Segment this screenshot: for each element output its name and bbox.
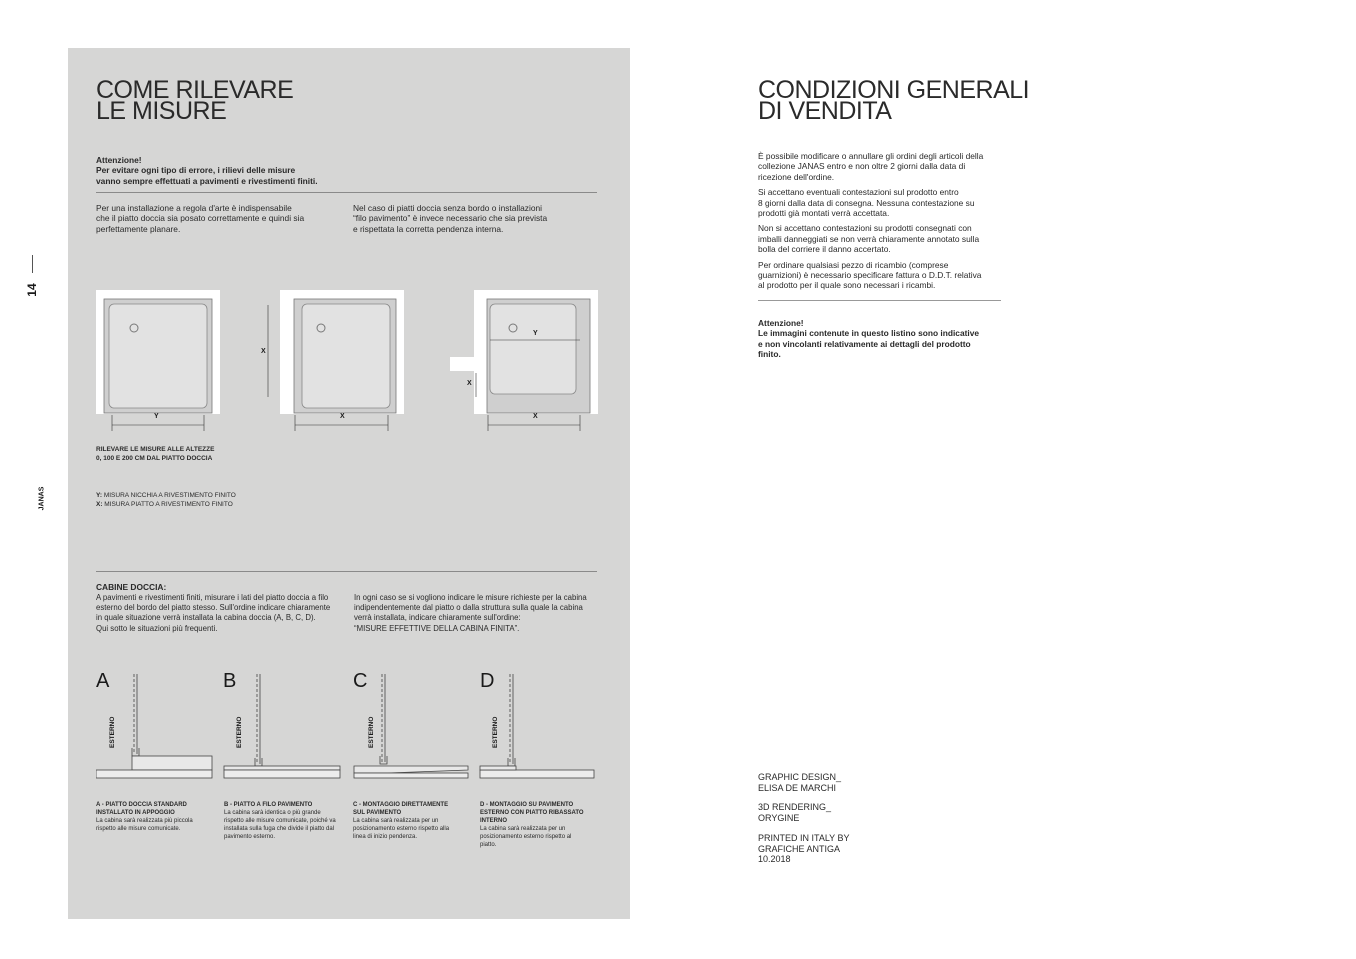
dim-label-x: X xyxy=(467,380,472,387)
esterno-label: ESTERNO xyxy=(368,716,375,748)
legend-y xyxy=(96,491,236,500)
caption-title: INTERNO xyxy=(480,818,507,824)
dim-label-y: Y xyxy=(154,413,159,420)
text-line: Nel caso di piatti doccia senza bordo o installazioni xyxy=(353,203,543,213)
dim-label-x: X xyxy=(340,413,345,420)
dim-label-x: X xyxy=(261,348,266,355)
caption-text: pavimento esterno. xyxy=(224,834,276,840)
attention-line-1: Per evitare ogni tipo di errore, i rilievi delle misure xyxy=(96,165,296,176)
floor xyxy=(96,770,212,778)
case-letter-b: B xyxy=(223,670,237,692)
case-caption-c xyxy=(353,801,473,841)
text-line: e rispettata la corretta pendenza interna. xyxy=(353,223,504,234)
legend-key: Y: xyxy=(96,492,103,499)
cabine-paragraph-right xyxy=(354,593,614,634)
text-line: verrà installata, indicare chiaramente sull'ordine: xyxy=(354,613,521,623)
case-caption-a xyxy=(96,801,216,833)
divider xyxy=(758,300,1001,301)
caption-title: SUL PAVIMENTO xyxy=(353,810,402,816)
legend-text: MISURA NICCHIA A RIVESTIMENTO FINITO xyxy=(102,492,236,499)
caption-text: linea di inizio pendenza. xyxy=(353,834,418,840)
shower-tray xyxy=(302,304,390,408)
text-line: 8 giorni dalla data di consegna. Nessuna contestazione su xyxy=(758,197,975,208)
text-line: bolla del corriere il danno accertato. xyxy=(758,244,891,255)
attention-line-2: vanno sempre effettuati a pavimenti e rivestimenti finiti. xyxy=(96,175,318,186)
credit-role: 3D RENDERING_ xyxy=(758,802,832,812)
text-line: collezione JANAS entro e non oltre 2 giorni dalla data di xyxy=(758,161,966,172)
text-line: In ogni caso se si vogliono indicare le misure richieste per la cabina xyxy=(354,593,587,602)
sloped-floor xyxy=(354,766,468,773)
wall-step xyxy=(450,357,490,371)
cabine-heading: CABINE DOCCIA: xyxy=(96,582,167,592)
intro-paragraph-right xyxy=(353,203,603,234)
caption-text: posizionamento esterno rispetto al xyxy=(480,834,572,840)
divider xyxy=(96,571,597,572)
legend-x xyxy=(96,500,236,509)
tray xyxy=(132,756,212,770)
right-title xyxy=(758,76,1030,125)
text-line: “filo pavimento” è invece necessario che sia prevista xyxy=(353,213,548,224)
text-line: È possibile modificare o annullare gli ordini degli articoli della xyxy=(758,151,984,161)
condition-paragraph xyxy=(758,260,1008,291)
cabine-paragraph-left xyxy=(96,593,356,634)
caption-title: A - PIATTO DOCCIA STANDARD xyxy=(96,802,187,808)
case-letter-d: D xyxy=(480,670,495,692)
shower-tray-plan-diagrams xyxy=(90,285,610,435)
credit-printing xyxy=(758,833,850,865)
plan-diagram-step xyxy=(450,290,598,431)
text-line: prodotti già montati verrà accettata. xyxy=(758,208,890,219)
case-letter-c: C xyxy=(353,670,368,692)
plan-diagram-corner xyxy=(268,290,404,431)
profile xyxy=(380,756,387,764)
text-line: RILEVARE LE MISURE ALLE ALTEZZE xyxy=(96,446,215,453)
text-line: indipendentemente dal piatto o dalla struttura sulla quale la cabina xyxy=(354,603,583,613)
installation-section-diagrams xyxy=(96,670,596,785)
condition-paragraph xyxy=(758,151,1008,182)
intro-paragraph-left xyxy=(96,203,346,234)
left-title-line-1: COME RILEVARE xyxy=(96,76,294,104)
esterno-label: ESTERNO xyxy=(492,716,499,748)
text-line: “MISURE EFFETTIVE DELLA CABINA FINITA”. xyxy=(354,623,520,633)
caption-text: piatto. xyxy=(480,842,497,848)
right-title-line-1: CONDIZIONI GENERALI xyxy=(758,76,1030,104)
credit-role: PRINTED IN ITALY BY xyxy=(758,833,850,843)
right-title-line-2: DI VENDITA xyxy=(758,97,892,125)
profile xyxy=(508,758,515,766)
esterno-label: ESTERNO xyxy=(236,716,243,748)
page-number-rule xyxy=(32,255,33,273)
caption-title: B - PIATTO A FILO PAVIMENTO xyxy=(224,802,313,808)
sales-conditions xyxy=(758,151,1008,291)
outer-floor xyxy=(480,766,516,770)
caption-title: D - MONTAGGIO SU PAVIMENTO xyxy=(480,802,574,808)
text-line: Si accettano eventuali contestazioni sul prodotto entro xyxy=(758,187,959,198)
attention-heading: Attenzione! xyxy=(758,318,804,328)
credit-role: GRAPHIC DESIGN_ xyxy=(758,772,842,782)
caption-text: installata sulla fuga che divide il piatto dal xyxy=(224,826,335,832)
left-title-line-2: LE MISURE xyxy=(96,97,227,125)
caption-text: rispetto alle misure comunicate. xyxy=(96,826,181,832)
caption-title: ESTERNO CON PIATTO RIBASSATO xyxy=(480,810,584,816)
text-line: guarnizioni) è necessario specificare fattura o D.D.T. relativa xyxy=(758,270,982,281)
condition-paragraph xyxy=(758,187,1008,218)
left-attention xyxy=(96,155,396,186)
case-letter-a: A xyxy=(96,670,110,692)
text-line: e non vincolanti relativamente ai dettagli del prodotto xyxy=(758,338,971,349)
dim-label-y: Y xyxy=(533,330,538,337)
measure-legend xyxy=(96,491,236,509)
case-caption-b xyxy=(224,801,349,841)
dim-label-x: X xyxy=(533,413,538,420)
text-line: imballi danneggiati se non verrà chiaramente annotato sulla xyxy=(758,233,980,244)
text-line: Non si accettano contestazioni su prodotti consegnati con xyxy=(758,223,972,234)
esterno-label: ESTERNO xyxy=(109,716,116,748)
text-line: finito. xyxy=(758,349,781,360)
text-line: che il piatto doccia sia posato correttamente e quindi sia xyxy=(96,213,305,224)
caption-text: La cabina sarà identica o più grande xyxy=(224,810,321,816)
caption-title: C - MONTAGGIO DIRETTAMENTE xyxy=(353,802,449,808)
text-line: Per una installazione a regola d'arte è indispensabile xyxy=(96,203,292,213)
caption-text: posizionamento esterno rispetto alla xyxy=(353,826,450,832)
text-line: perfettamente planare. xyxy=(96,223,181,234)
credit-name: GRAFICHE ANTIGA xyxy=(758,843,841,854)
floor xyxy=(354,773,468,778)
page-number: 14 xyxy=(25,283,39,297)
floor xyxy=(224,770,340,778)
legend-key: X: xyxy=(96,501,103,508)
caption-text: rispetto alle misure comunicate, poiché va xyxy=(224,818,336,824)
shower-tray xyxy=(109,304,207,408)
credit-name: ORYGINE xyxy=(758,812,800,823)
brand-label: JANAS xyxy=(38,486,46,511)
caption-text: La cabina sarà realizzata più piccola xyxy=(96,818,193,824)
credit-graphic-design xyxy=(758,772,841,793)
text-line: in quale situazione verrà installata la cabina doccia (A, B, C, D). xyxy=(96,613,316,623)
text-line: al prodotto per il quale sono necessari i ricambi. xyxy=(758,280,936,291)
caption-title: INSTALLATO IN APPOGGIO xyxy=(96,810,175,816)
measure-note xyxy=(96,445,214,463)
text-line: Per ordinare qualsiasi pezzo di ricambio (comprese xyxy=(758,259,949,270)
text-line: 0, 100 E 200 CM DAL PIATTO DOCCIA xyxy=(96,455,213,462)
shower-tray xyxy=(490,304,576,394)
right-attention xyxy=(758,318,1008,360)
left-title xyxy=(96,76,294,125)
text-line: Le immagini contenute in questo listino sono indicative xyxy=(758,328,980,339)
caption-text: La cabina sarà realizzata per un xyxy=(353,818,439,824)
divider xyxy=(96,192,597,193)
caption-text: La cabina sarà realizzata per un xyxy=(480,826,566,832)
tray xyxy=(224,766,340,770)
text-line: esterno del bordo del piatto stesso. Sull'ordine indicare chiaramente xyxy=(96,603,331,613)
attention-heading: Attenzione! xyxy=(96,155,142,165)
profile xyxy=(255,758,262,766)
credit-name: ELISA DE MARCHI xyxy=(758,782,837,793)
legend-text: MISURA PIATTO A RIVESTIMENTO FINITO xyxy=(102,501,233,508)
text-line: Qui sotto le situazioni più frequenti. xyxy=(96,623,218,633)
case-caption-d xyxy=(480,801,600,849)
text-line: A pavimenti e rivestimenti finiti, misurare i lati del piatto doccia a filo xyxy=(96,593,329,602)
condition-paragraph xyxy=(758,223,1008,254)
credit-rendering xyxy=(758,802,831,823)
plan-diagram-niche xyxy=(96,290,220,431)
credit-date: 10.2018 xyxy=(758,854,791,864)
text-line: ricezione dell'ordine. xyxy=(758,171,835,182)
profile xyxy=(132,748,139,756)
floor xyxy=(480,770,594,778)
